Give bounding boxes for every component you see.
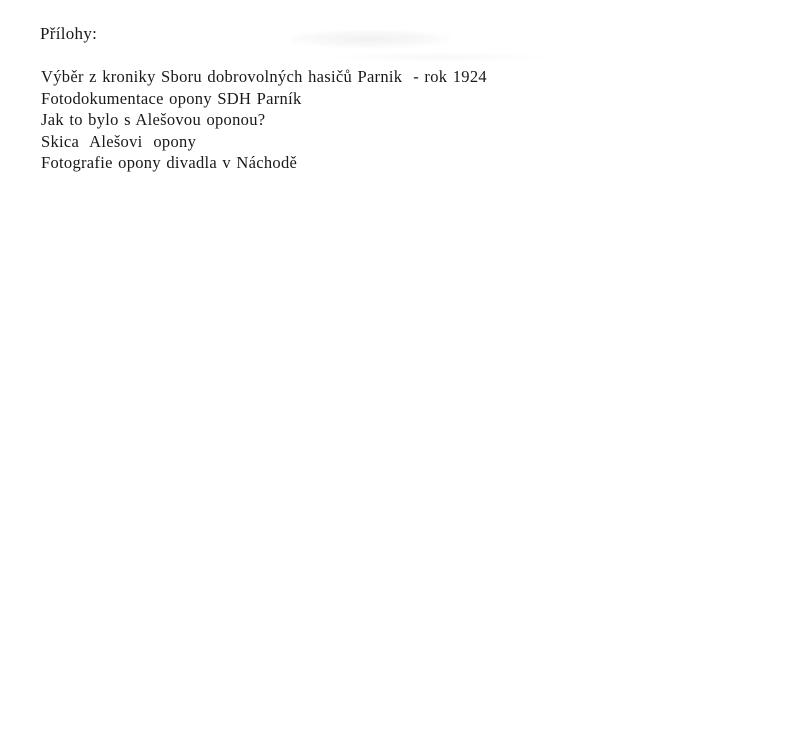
attachment-line: Skica Alešovi opony [41, 131, 197, 151]
attachments-list [41, 66, 487, 174]
scan-artifact [330, 52, 550, 62]
attachment-line: Výběr z kroniky Sboru dobrovolných hasičů Parnik - rok 1924 [41, 67, 487, 86]
attachments-heading: Přílohy: [40, 24, 98, 43]
attachment-line: Fotografie opony divadla v Náchodě [41, 153, 298, 172]
attachment-line: Jak to bylo s Alešovou oponou? [41, 110, 266, 129]
scan-artifact [290, 30, 450, 48]
attachment-line: Fotodokumentace opony SDH Parník [41, 88, 302, 108]
